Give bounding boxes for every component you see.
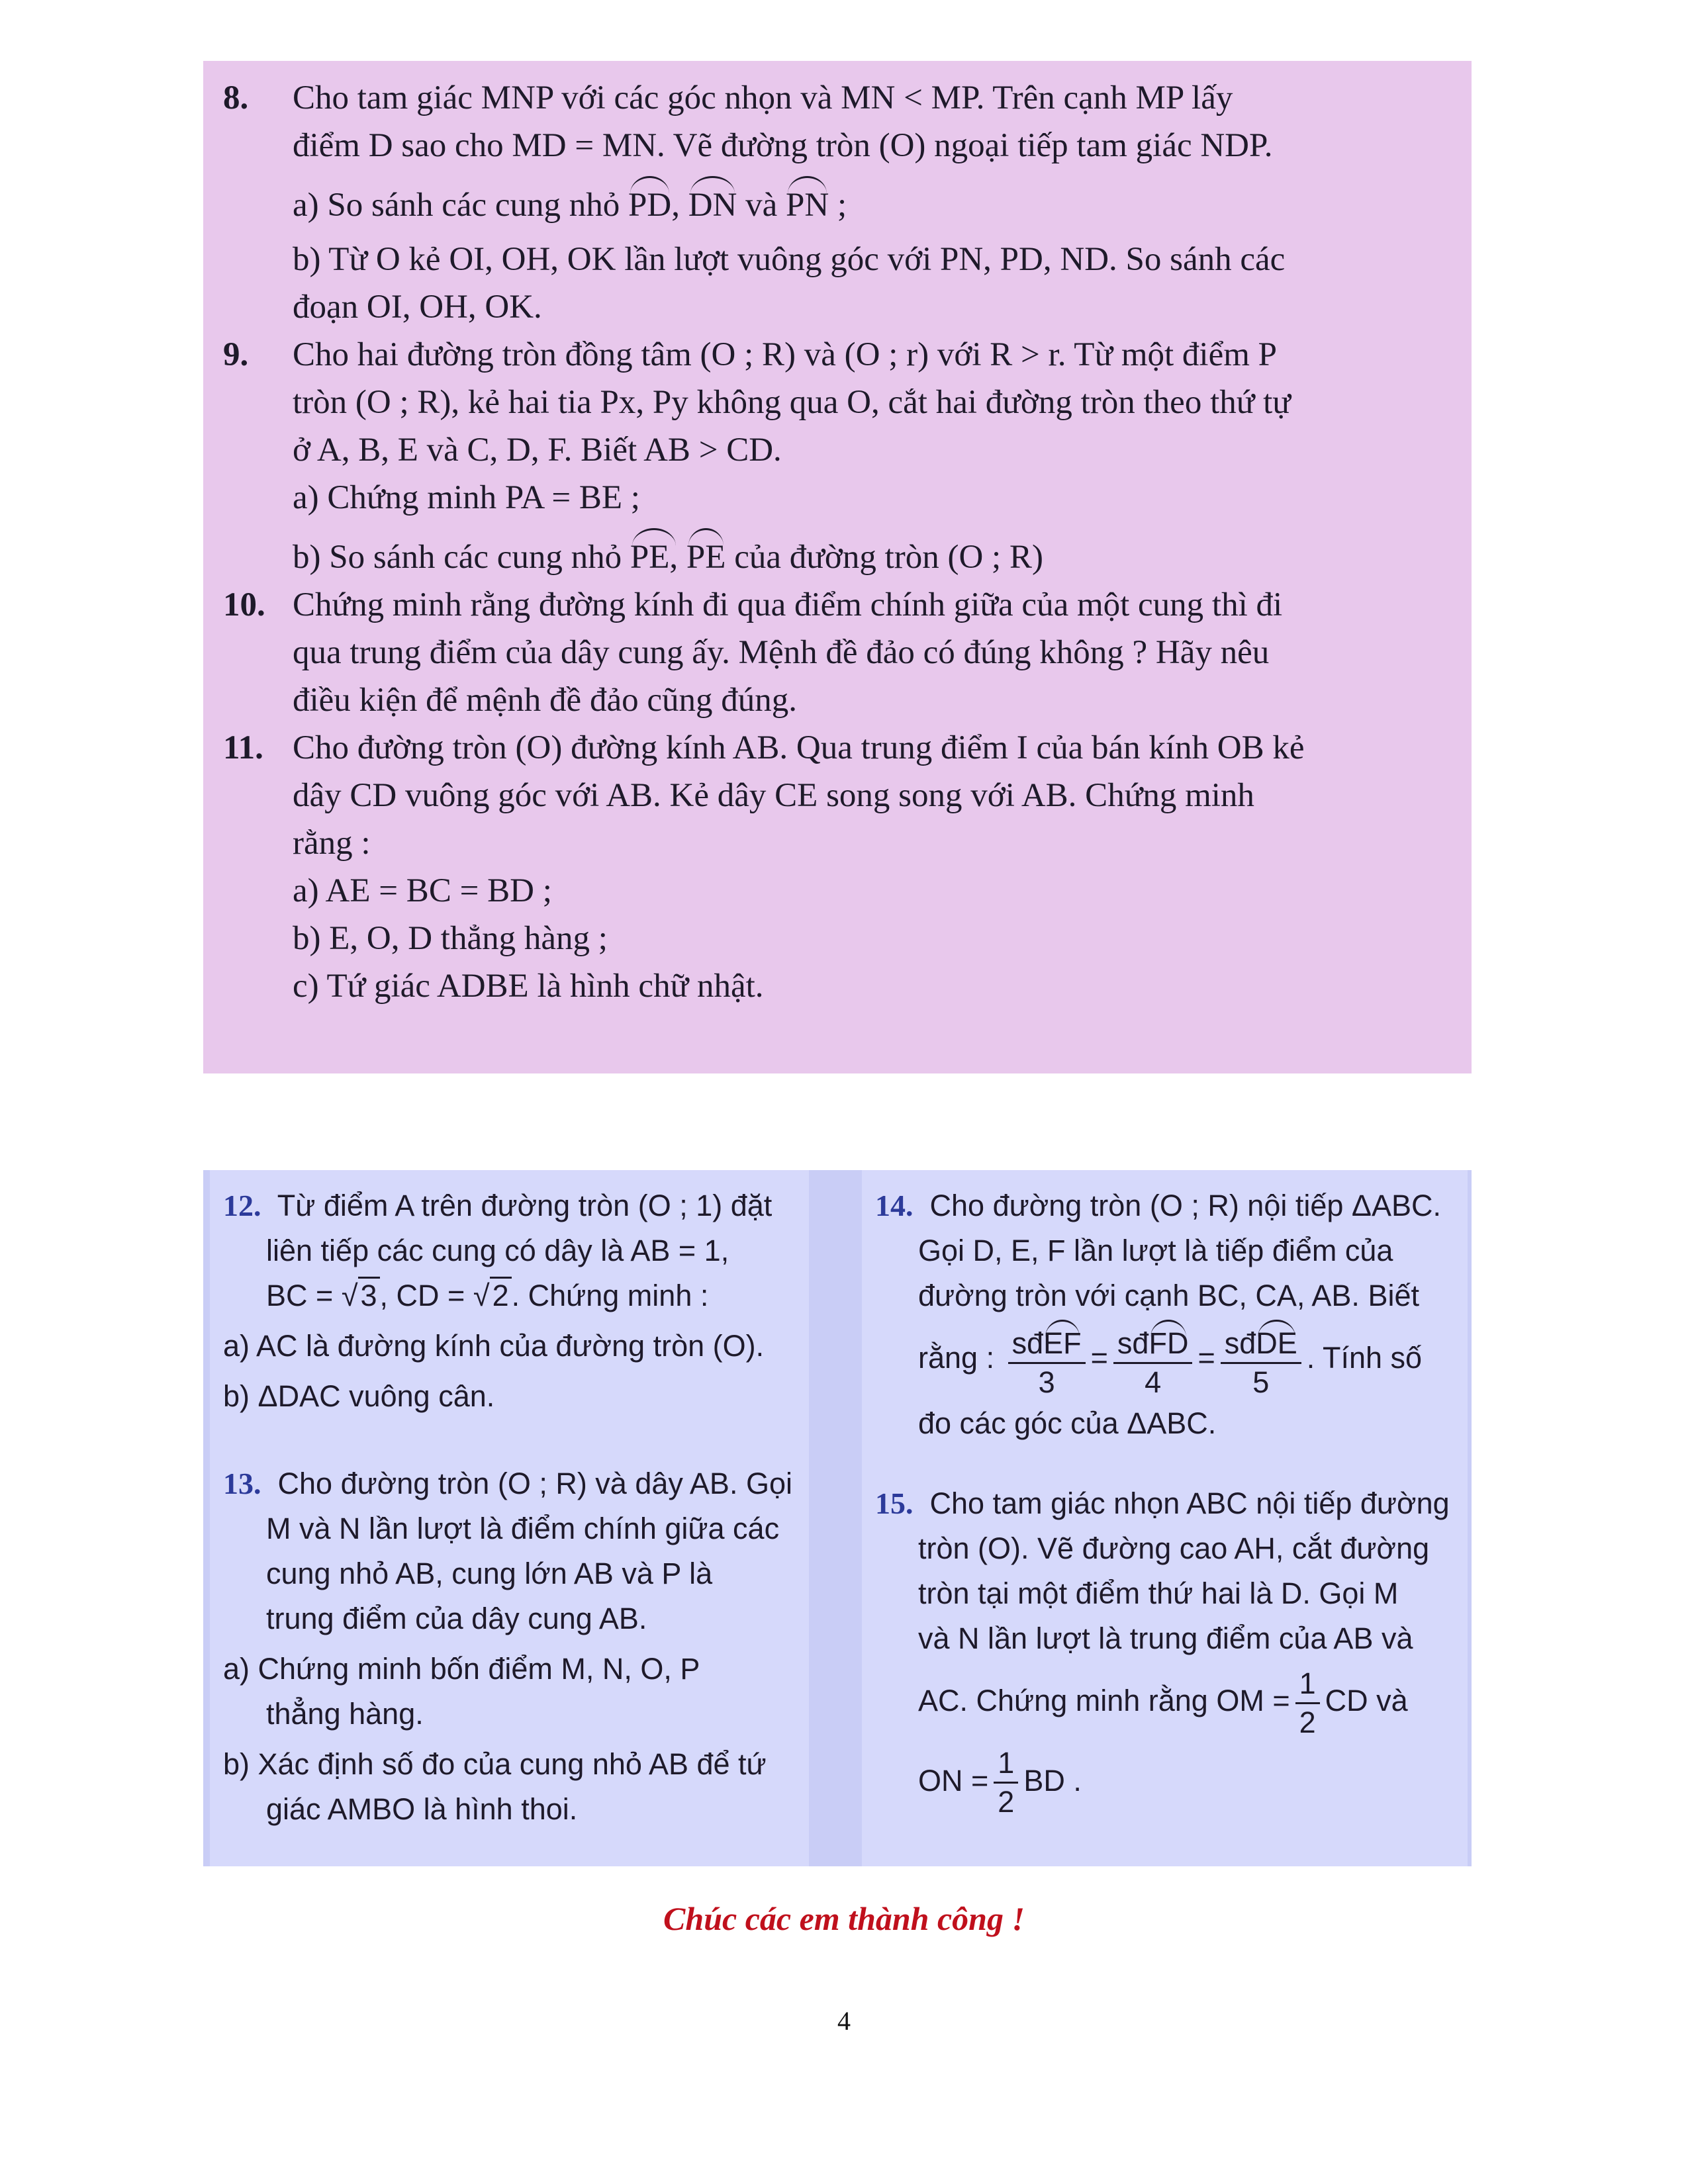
problem-14 [875, 1183, 1458, 1446]
sub-question-a: a) So sánh các cung nhỏ PD, DN và PN ; [293, 176, 1452, 229]
problem-number: 9. [223, 336, 249, 373]
exercise-column-right [862, 1170, 1468, 1866]
problem-text-line: thẳng hàng. [266, 1697, 424, 1731]
sub-question-a: a) Chứng minh bốn điểm M, N, O, P [223, 1652, 700, 1686]
closing-message: Chúc các em thành công ! [663, 1900, 1025, 1937]
problem-text-line: M và N lần lượt là điểm chính giữa các [266, 1512, 780, 1545]
problem-text-line: Cho đường tròn (O) đường kính AB. Qua trung điểm I của bán kính OB kẻ [293, 729, 1305, 766]
sub-question-c: c) Tứ giác ADBE là hình chữ nhật. [293, 968, 764, 1005]
square-root: √2 [473, 1273, 512, 1318]
arc-label: PE [686, 528, 726, 581]
problem-text-line: rằng : [293, 825, 371, 862]
problem-text-line: Cho đường tròn (O ; R) và dây AB. Gọi [277, 1467, 792, 1500]
problem-text-line: đoạn OI, OH, OK. [293, 289, 542, 326]
exercise-panel-top [203, 61, 1472, 1073]
problem-text-line: giác AMBO là hình thoi. [266, 1792, 578, 1826]
problem-9 [223, 331, 1452, 581]
fraction: $\frac{\text{sđFD}}{4}$ [1113, 1320, 1193, 1401]
problem-text-line: Cho tam giác nhọn ABC nội tiếp đường [929, 1486, 1450, 1520]
problem-13 [223, 1461, 799, 1832]
problem-text-line: điều kiện để mệnh đề đảo cũng đúng. [293, 682, 797, 719]
problem-number: 10. [223, 586, 265, 623]
fraction: $\frac{\text{sđEF}}{3}$ [1008, 1320, 1086, 1401]
problem-text-line: dây CD vuông góc với AB. Kẻ dây CE song song với AB. Chứng minh [293, 777, 1254, 814]
problem-text-line: Gọi D, E, F lần lượt là tiếp điểm của [918, 1234, 1393, 1267]
problem-text-line: và N lần lượt là trung điểm của AB và [918, 1621, 1413, 1655]
problem-10 [223, 581, 1452, 724]
page-number: 4 [837, 2006, 851, 2036]
sub-question-a: a) Chứng minh PA = BE ; [293, 479, 640, 516]
arc-label: DN [688, 176, 737, 229]
problem-text-line: Chứng minh rằng đường kính đi qua điểm chính giữa của một cung thì đi [293, 586, 1283, 623]
on-equation: ON = $\frac{1}{2}$ BD . [875, 1741, 1458, 1821]
arc-label: EF [1043, 1320, 1082, 1362]
problem-text-line: BC = √3, CD = √2. Chứng minh : [223, 1273, 799, 1318]
problem-text-line: Cho đường tròn (O ; R) nội tiếp ΔABC. [929, 1189, 1442, 1222]
problem-number: 12. [223, 1189, 261, 1222]
problem-text-line: liên tiếp các cung có dây là AB = 1, [266, 1234, 729, 1267]
square-root: √3 [342, 1273, 380, 1318]
fraction-one-half: $\frac{1}{2}$ [994, 1745, 1018, 1821]
problem-12 [223, 1183, 799, 1419]
problem-number: 14. [875, 1189, 914, 1222]
problem-text-line: đường tròn với cạnh BC, CA, AB. Biết [918, 1279, 1419, 1312]
problem-8 [223, 74, 1452, 331]
problem-text-line: Cho hai đường tròn đồng tâm (O ; R) và (O ; r) với R > r. Từ một điểm P [293, 336, 1278, 373]
problem-number: 15. [875, 1486, 914, 1520]
exercise-panel-bottom [203, 1170, 1472, 1866]
exercise-column-left [210, 1170, 809, 1866]
om-equation: AC. Chứng minh rằng OM = $\frac{1}{2}$ CD và [875, 1661, 1458, 1741]
arc-label: FD [1149, 1320, 1188, 1362]
problem-text-line: cung nhỏ AB, cung lớn AB và P là [266, 1557, 713, 1590]
arc-label: PE, [630, 528, 678, 581]
problem-text-line: điểm D sao cho MD = MN. Vẽ đường tròn (O) ngoại tiếp tam giác NDP. [293, 127, 1273, 164]
problem-text-line: đo các góc của ΔABC. [918, 1406, 1217, 1440]
problem-text-line: tròn (O). Vẽ đường cao AH, cắt đường [918, 1531, 1430, 1565]
sub-question-a: a) AE = BC = BD ; [293, 872, 552, 909]
problem-text-line: ở A, B, E và C, D, F. Biết AB > CD. [293, 432, 782, 469]
fraction: $\frac{\text{sđDE}}{5}$ [1221, 1320, 1301, 1401]
arc-label: PD [628, 176, 671, 229]
arc-label: DE [1256, 1320, 1297, 1362]
problem-15 [875, 1481, 1458, 1821]
ratio-equation: rằng : $\frac{\text{sđEF}}{3}$ = $\frac{\text{sđFD}}{4}$ = $\frac{\text{sđDE}}{5}$ . Tính số [875, 1318, 1458, 1401]
sub-question-b: b) Xác định số đo của cung nhỏ AB để tứ [223, 1747, 767, 1781]
problem-text-line: Từ điểm A trên đường tròn (O ; 1) đặt [277, 1189, 773, 1222]
problem-text-line: Cho tam giác MNP với các góc nhọn và MN < MP. Trên cạnh MP lấy [293, 79, 1233, 116]
sub-question-a: a) AC là đường kính của đường tròn (O). [223, 1329, 765, 1363]
problem-text-line: qua trung điểm của dây cung ấy. Mệnh đề đảo có đúng không ? Hãy nêu [293, 634, 1270, 671]
problem-text-line: tròn (O ; R), kẻ hai tia Px, Py không qua O, cắt hai đường tròn theo thứ tự [293, 384, 1291, 421]
sub-question-b: b) Từ O kẻ OI, OH, OK lần lượt vuông góc với PN, PD, ND. So sánh các [293, 241, 1286, 278]
fraction-one-half: $\frac{1}{2}$ [1295, 1665, 1320, 1741]
sub-question-b: b) So sánh các cung nhỏ PE, PE của đường tròn (O ; R) [293, 528, 1452, 581]
problem-number: 8. [223, 79, 249, 116]
problem-text-line: trung điểm của dây cung AB. [266, 1602, 647, 1635]
problem-text-line: tròn tại một điểm thứ hai là D. Gọi M [918, 1576, 1399, 1610]
problem-number: 11. [223, 729, 263, 766]
problem-11 [223, 724, 1452, 1010]
problem-number: 13. [223, 1467, 261, 1500]
sub-question-b: b) E, O, D thẳng hàng ; [293, 920, 608, 957]
arc-label: PN [786, 176, 829, 229]
sub-question-b: b) ΔDAC vuông cân. [223, 1379, 495, 1413]
